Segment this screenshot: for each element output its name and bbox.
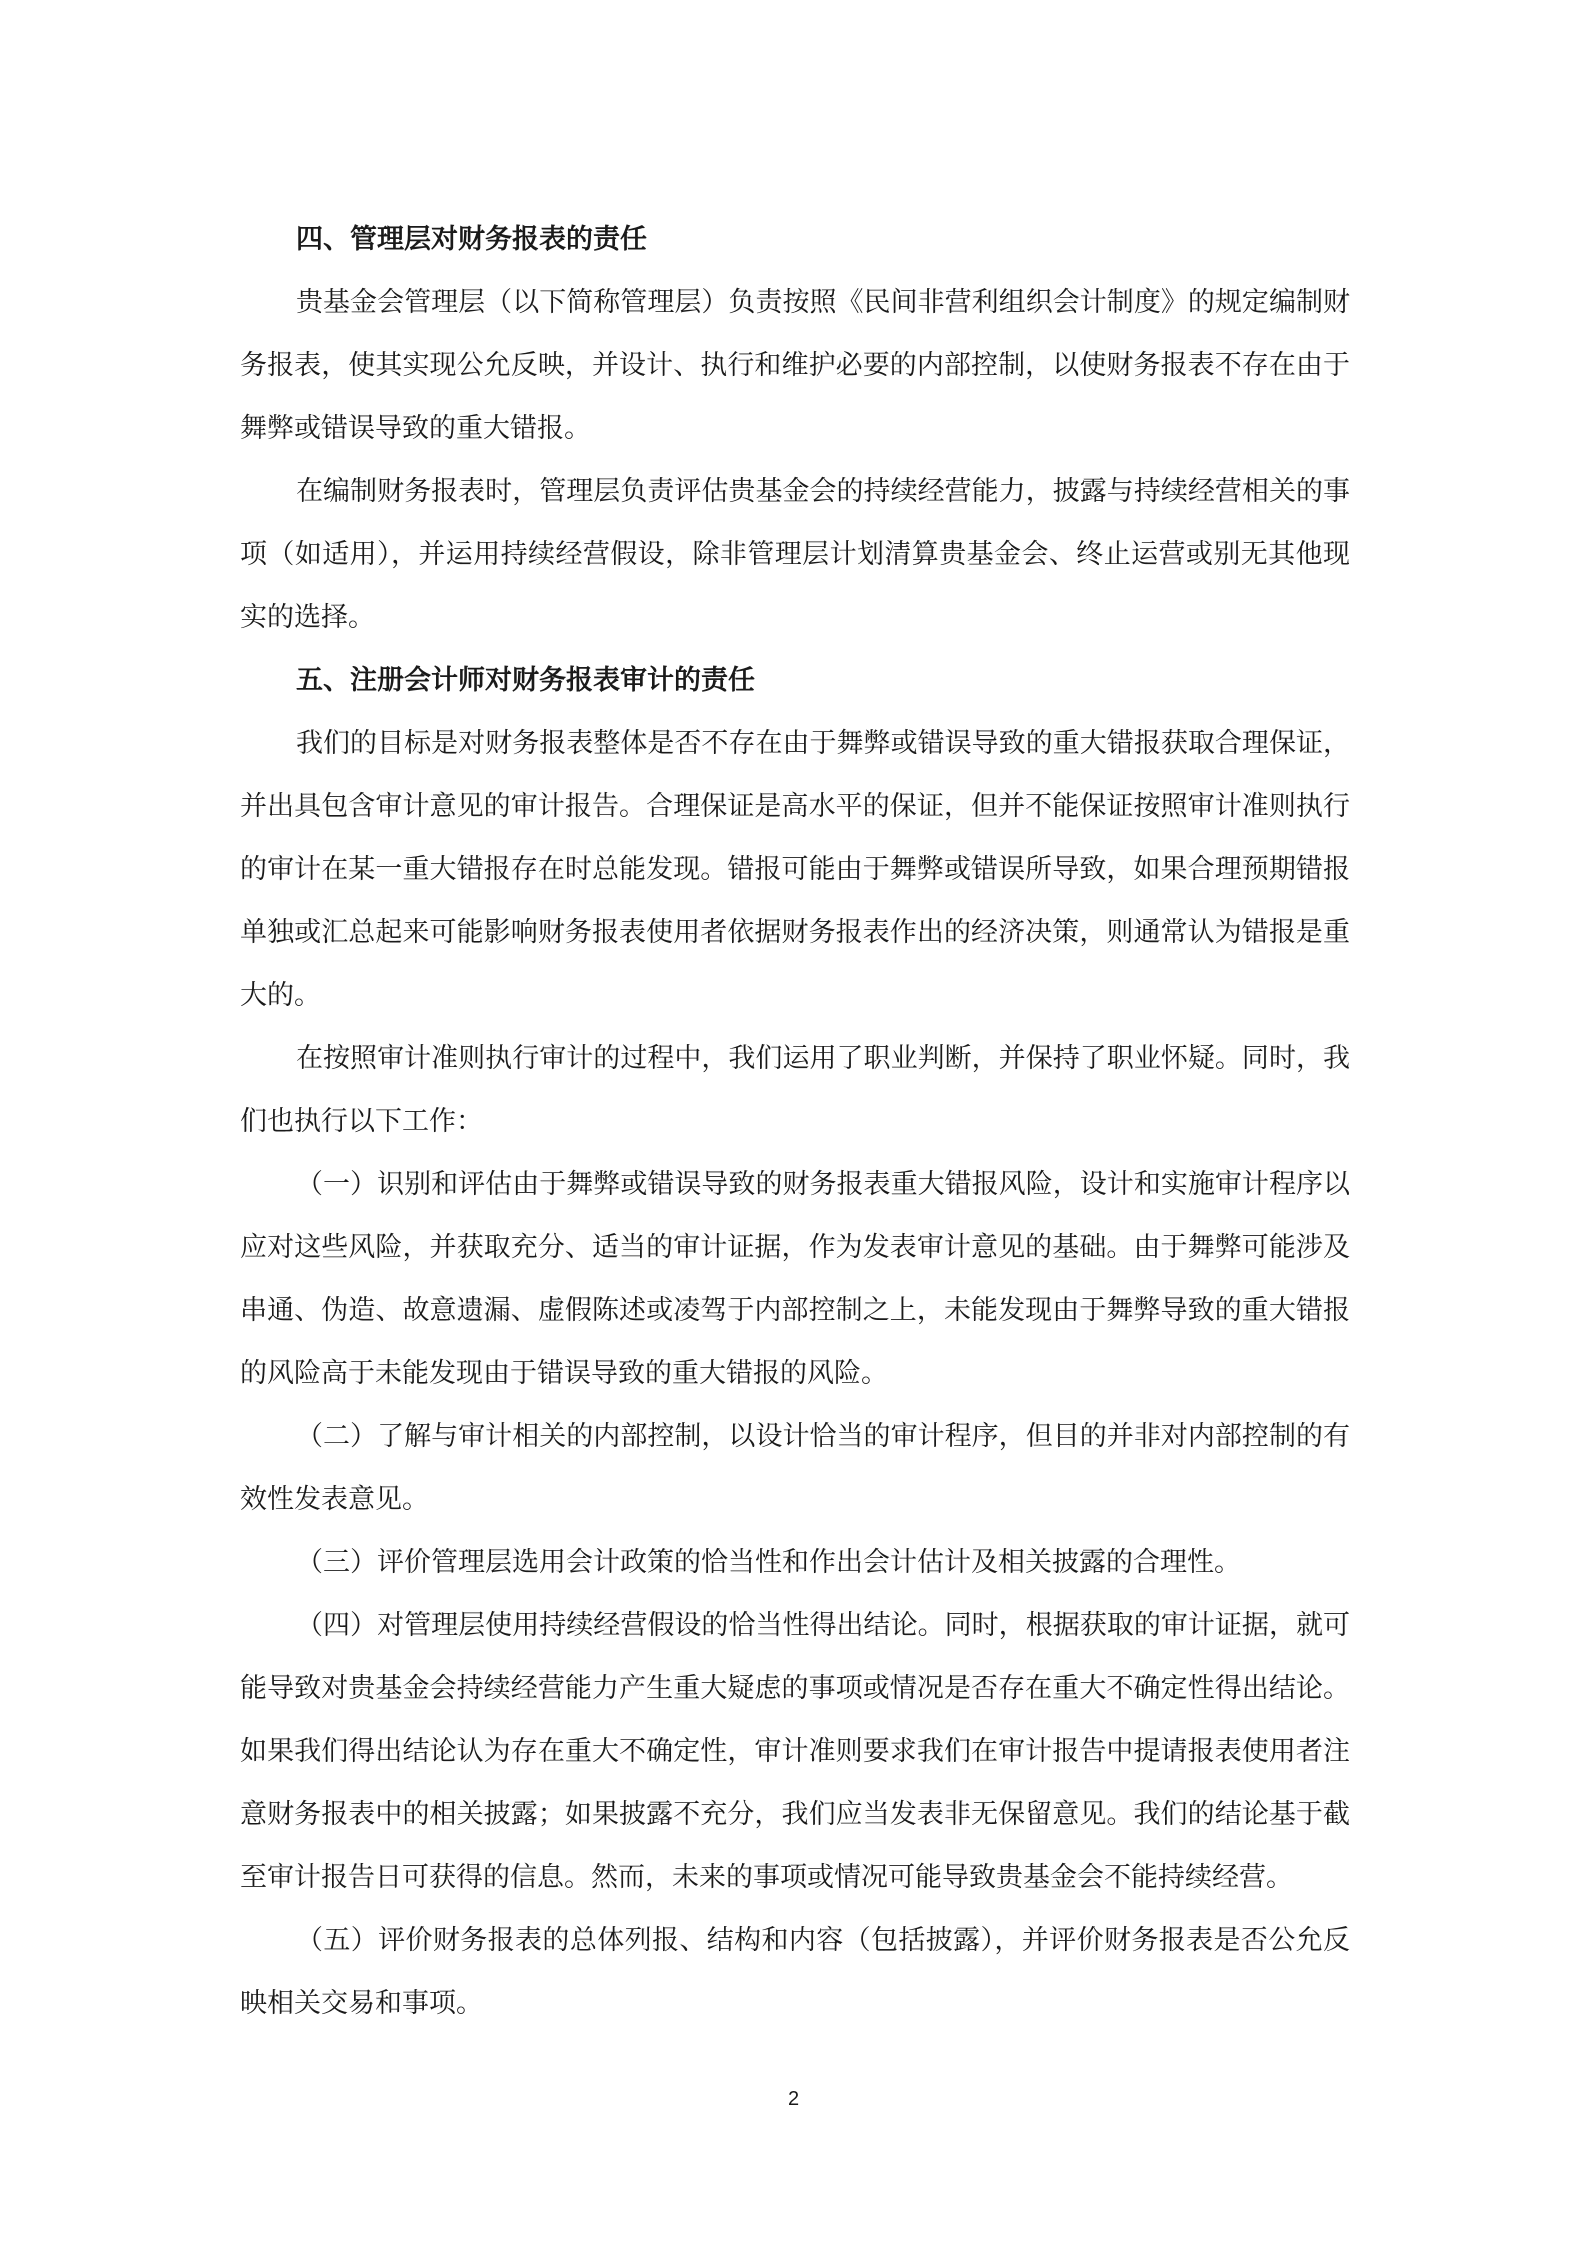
- section-heading-4: 四、管理层对财务报表的责任: [296, 224, 647, 255]
- list-item-paragraph: （四）对管理层使用持续经营假设的恰当性得出结论。同时，根据获取的审计证据，就可能导致对贵基金会持续经营能力产生重大疑虑的事项或情况是否存在重大不确定性得出结论。如果我们得出结论认为存在重大不确定性，审计准则要求我们在审计报告中提请报表使用者注意财务报表中的相关披露；如果披露不充分，我们应当发表非无保留意见。我们的结论基于截至审计报告日可获得的信息。然而，未来的事项或情况可能导致贵基金会不能持续经营。: [240, 1610, 1350, 1893]
- list-item-paragraph: （二）了解与审计相关的内部控制，以设计恰当的审计程序，但目的并非对内部控制的有效性发表意见。: [240, 1421, 1350, 1515]
- document-body: [240, 208, 1350, 2035]
- paragraph: 我们的目标是对财务报表整体是否不存在由于舞弊或错误导致的重大错报获取合理保证，并出具包含审计意见的审计报告。合理保证是高水平的保证，但并不能保证按照审计准则执行的审计在某一重大错报存在时总能发现。错报可能由于舞弊或错误所导致，如果合理预期错报单独或汇总起来可能影响财务报表使用者依据财务报表作出的经济决策，则通常认为错报是重大的。: [240, 728, 1350, 1011]
- list-item-paragraph: （一）识别和评估由于舞弊或错误导致的财务报表重大错报风险，设计和实施审计程序以应对这些风险，并获取充分、适当的审计证据，作为发表审计意见的基础。由于舞弊可能涉及串通、伪造、故意遗漏、虚假陈述或凌驾于内部控制之上，未能发现由于舞弊导致的重大错报的风险高于未能发现由于错误导致的重大错报的风险。: [240, 1169, 1350, 1389]
- list-item-paragraph: （五）评价财务报表的总体列报、结构和内容（包括披露），并评价财务报表是否公允反映相关交易和事项。: [240, 1925, 1350, 2019]
- section-heading-5: 五、注册会计师对财务报表审计的责任: [296, 665, 755, 696]
- paragraph: 在编制财务报表时，管理层负责评估贵基金会的持续经营能力，披露与持续经营相关的事项（如适用），并运用持续经营假设，除非管理层计划清算贵基金会、终止运营或别无其他现实的选择。: [240, 476, 1350, 633]
- paragraph: 贵基金会管理层（以下简称管理层）负责按照《民间非营利组织会计制度》的规定编制财务报表，使其实现公允反映，并设计、执行和维护必要的内部控制，以使财务报表不存在由于舞弊或错误导致的重大错报。: [240, 287, 1350, 444]
- list-item-paragraph: （三）评价管理层选用会计政策的恰当性和作出会计估计及相关披露的合理性。: [296, 1547, 1241, 1578]
- page-number: 2: [787, 2088, 800, 2110]
- paragraph: 在按照审计准则执行审计的过程中，我们运用了职业判断，并保持了职业怀疑。同时，我们也执行以下工作：: [240, 1043, 1350, 1137]
